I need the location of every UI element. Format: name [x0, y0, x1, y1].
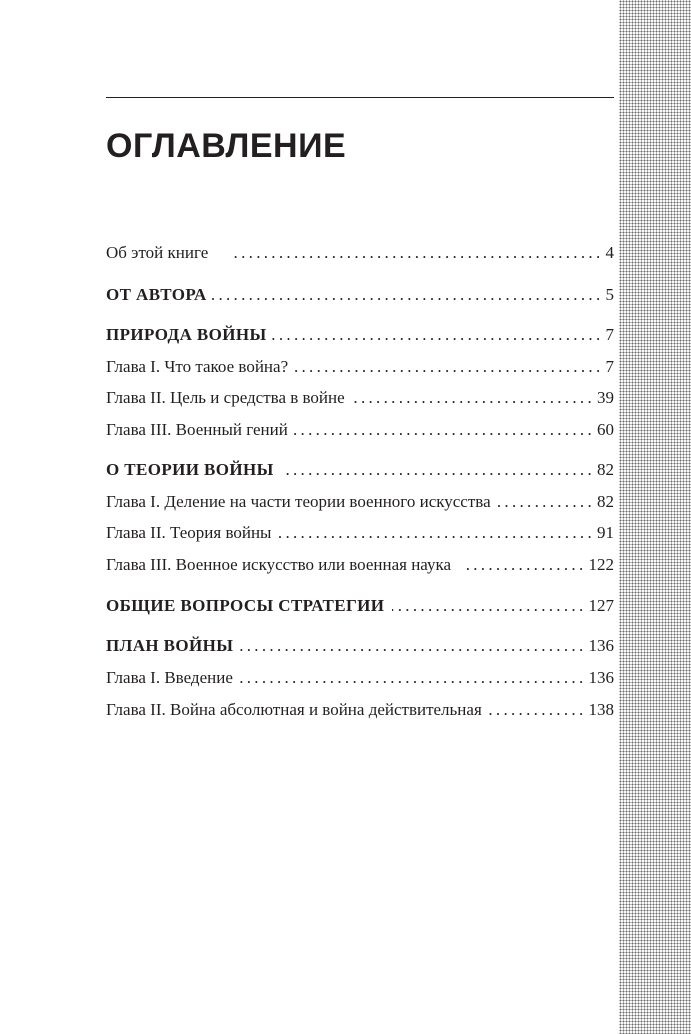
page-title: ОГЛАВЛЕНИЕ: [106, 127, 347, 165]
toc-section-theory-of-war[interactable]: [106, 458, 614, 482]
toc-page-number: 138: [588, 700, 614, 719]
toc-entry-label: ПЛАН ВОЙНЫ: [106, 636, 234, 655]
toc-entry-label: Глава I. Деление на части теории военного искусства: [106, 492, 491, 511]
toc-entry-label: Глава I. Что такое война?: [106, 357, 289, 376]
dot-leader: [292, 355, 603, 379]
toc-entry-chapter[interactable]: [106, 521, 614, 545]
toc-entry-chapter[interactable]: [106, 386, 614, 410]
dot-leader: [349, 386, 595, 410]
toc-entry-label: ОТ АВТОРА: [106, 285, 207, 304]
dot-leader: [275, 521, 595, 545]
toc-entry-about-book[interactable]: [106, 241, 614, 265]
toc-entry-label: Глава II. Цель и средства в войне: [106, 388, 345, 407]
toc-page-number: 7: [605, 357, 614, 376]
toc-section-war-plan[interactable]: [106, 634, 614, 658]
toc-entry-label: ПРИРОДА ВОЙНЫ: [106, 325, 267, 344]
dot-leader: [237, 666, 587, 690]
toc-section-nature-of-war[interactable]: [106, 323, 614, 347]
toc-entry-label: Глава II. Война абсолютная и война действительная: [106, 700, 482, 719]
toc-entry-label: Глава I. Введение: [106, 668, 233, 687]
toc-section-strategy[interactable]: [106, 594, 614, 618]
dot-leader: [237, 634, 586, 658]
toc-entry-label: Глава III. Военное искусство или военная наука: [106, 555, 452, 574]
toc-page-number: 136: [588, 668, 614, 687]
dot-leader: [463, 553, 586, 577]
dot-leader: [211, 283, 604, 307]
toc-page-number: 39: [597, 388, 614, 407]
toc-entry-chapter[interactable]: [106, 553, 614, 577]
toc-entry-chapter[interactable]: [106, 490, 614, 514]
dot-leader: [486, 698, 587, 722]
toc-page-number: 60: [597, 420, 614, 439]
toc-entry-label: Об этой книге: [106, 243, 209, 262]
top-rule: [106, 97, 614, 98]
toc-page-number: 82: [597, 492, 614, 511]
dot-leader: [232, 241, 603, 265]
toc-page-number: 122: [588, 555, 614, 574]
toc-entry-label: Глава II. Теория войны: [106, 523, 272, 542]
toc-page-number: 7: [605, 325, 614, 344]
toc-page-number: 127: [588, 596, 614, 615]
dot-leader: [392, 594, 586, 618]
toc-entry-label: ОБЩИЕ ВОПРОСЫ СТРАТЕГИИ: [106, 596, 385, 615]
toc-entry-label: Глава III. Военный гений: [106, 420, 288, 439]
toc-page-number: 5: [605, 285, 614, 304]
toc-entry-chapter[interactable]: [106, 355, 614, 379]
dot-leader: [292, 418, 595, 442]
toc-page-number: 4: [605, 243, 614, 262]
dot-leader: [284, 458, 595, 482]
dot-leader: [495, 490, 595, 514]
toc-page-number: 82: [597, 460, 614, 479]
page-edge-halftone: [619, 0, 691, 1034]
toc-entry-chapter[interactable]: [106, 418, 614, 442]
toc-entry-label: О ТЕОРИИ ВОЙНЫ: [106, 460, 274, 479]
toc-section-from-author[interactable]: [106, 283, 614, 307]
toc-entry-chapter[interactable]: [106, 666, 614, 690]
toc-page-number: 136: [588, 636, 614, 655]
dot-leader: [271, 323, 604, 347]
toc-entry-chapter[interactable]: [106, 698, 614, 722]
toc-page-number: 91: [597, 523, 614, 542]
